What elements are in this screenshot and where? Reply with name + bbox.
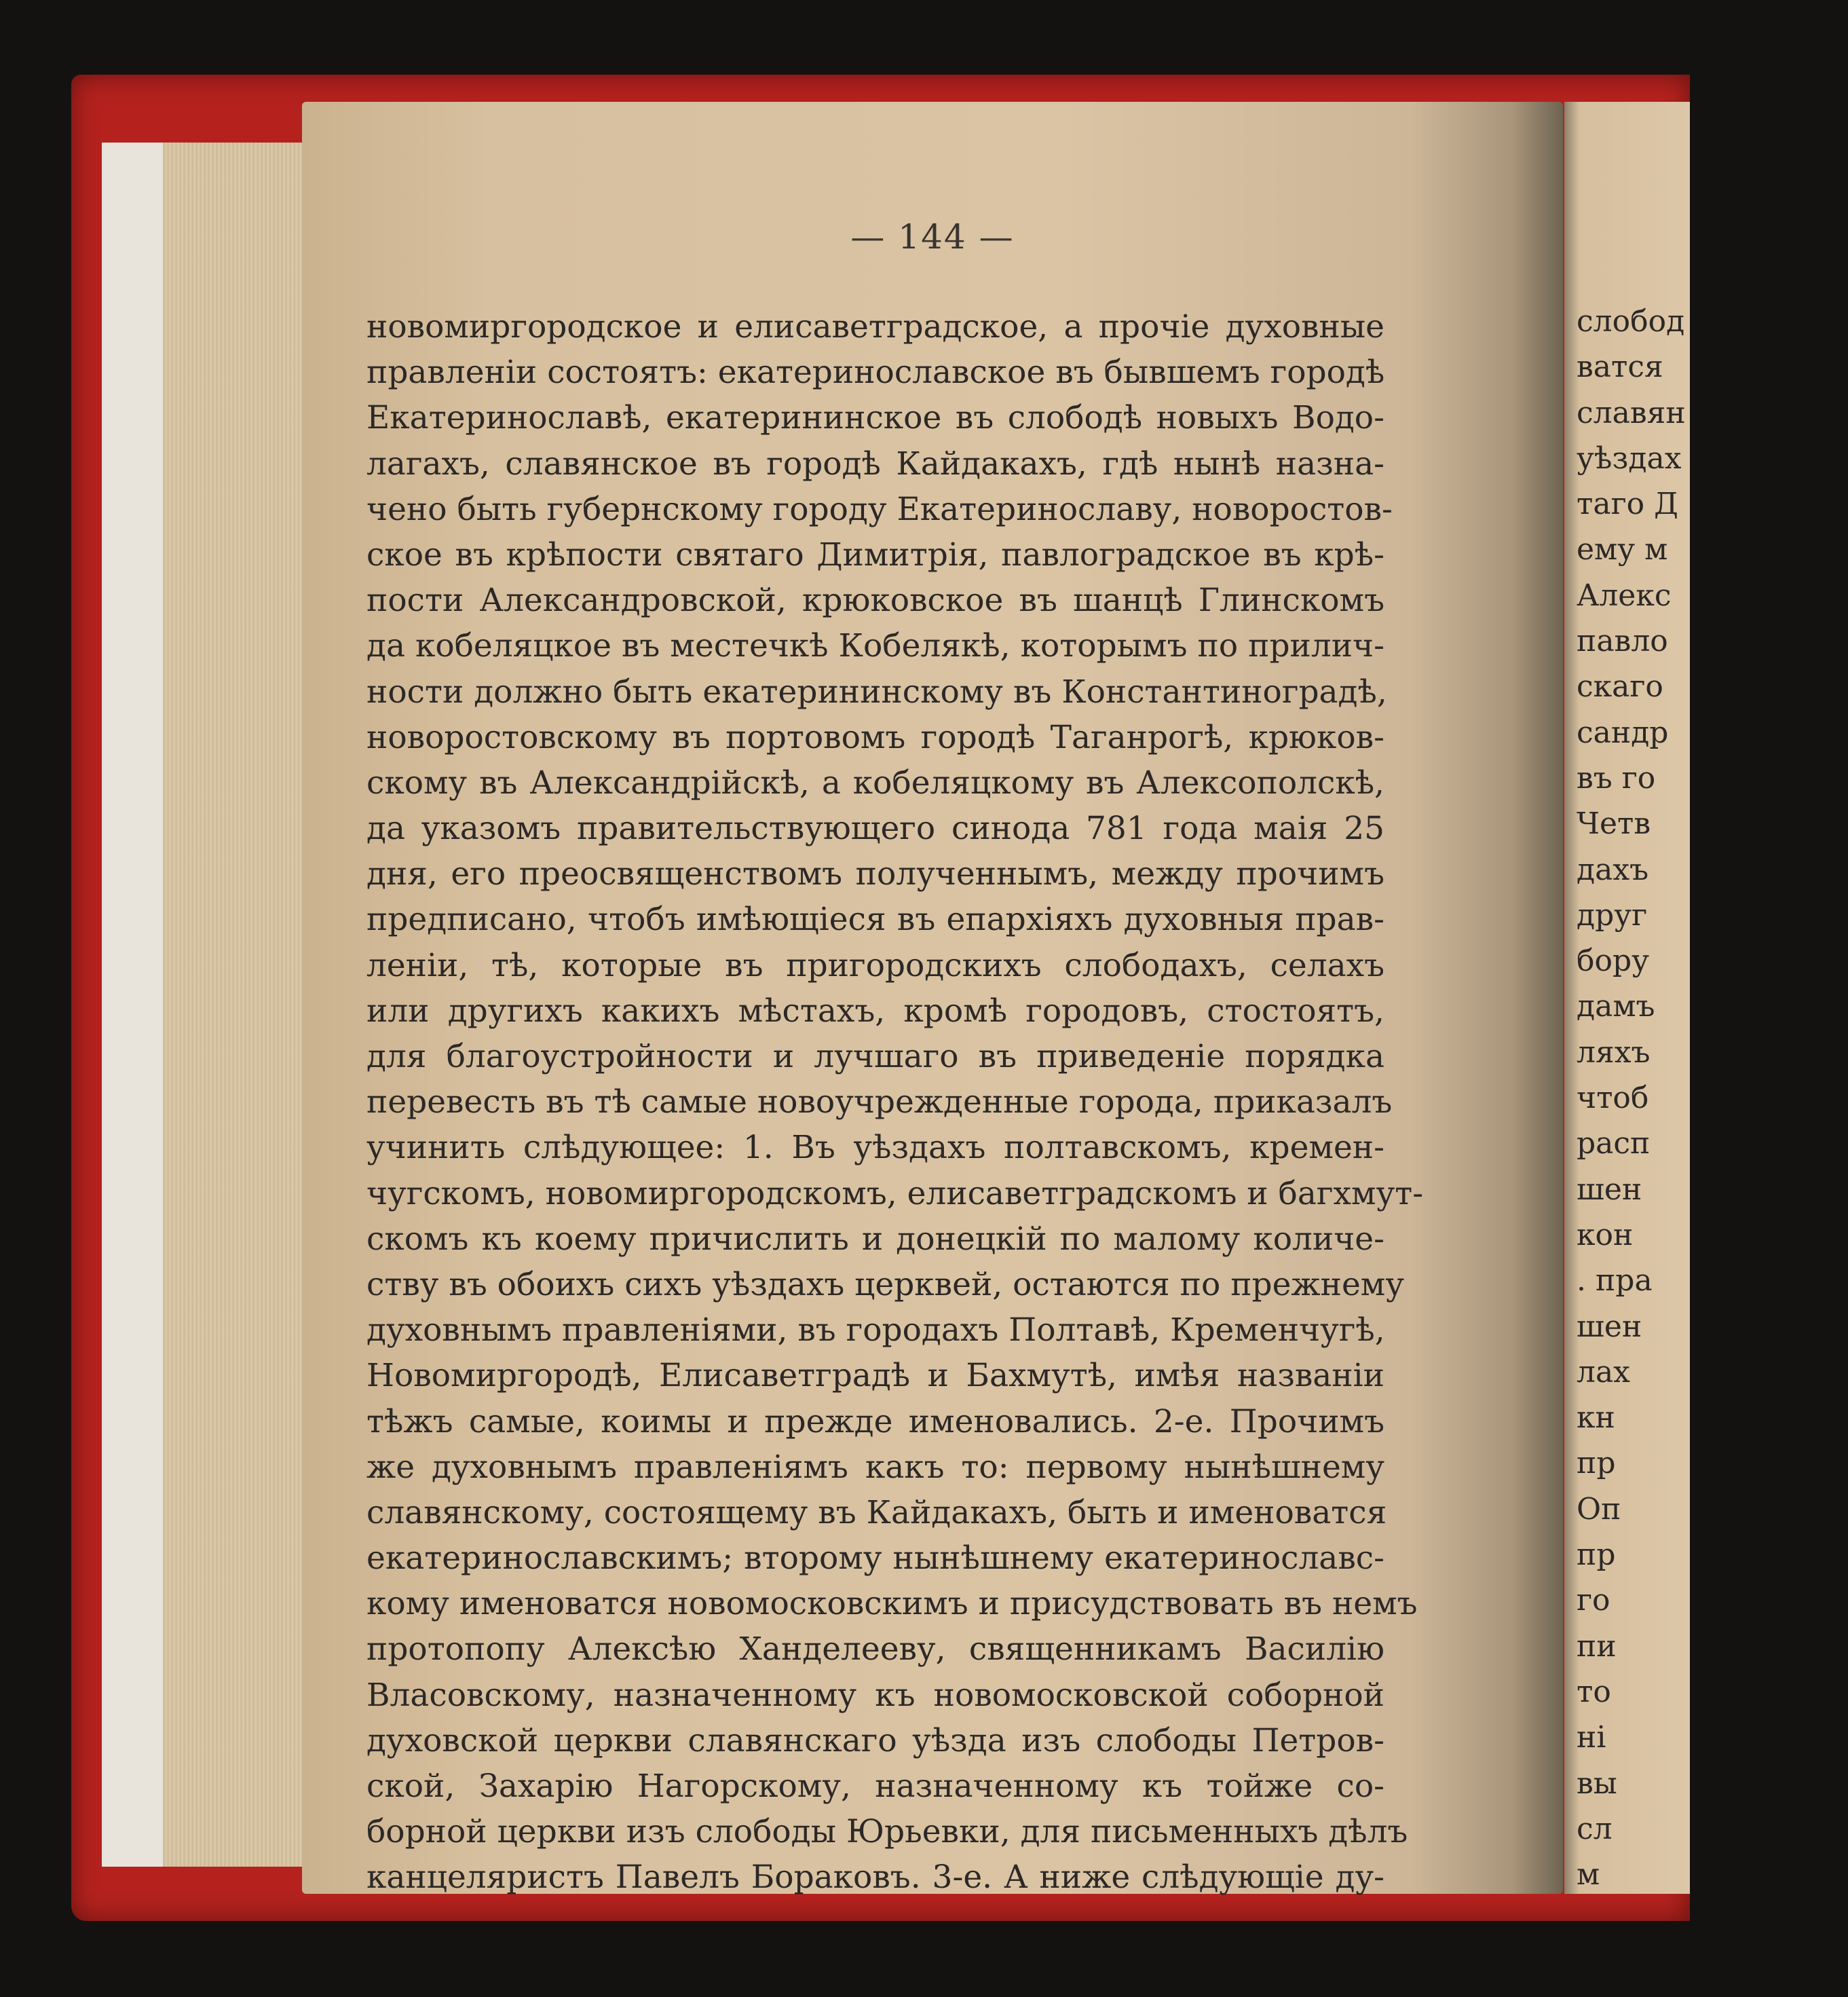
- endpaper-strip: [102, 143, 163, 1867]
- text-line: Новомиргородѣ, Елисаветградѣ и Бахмутѣ, имѣя названіи: [366, 1357, 1384, 1395]
- facing-text-line: слобод: [1577, 304, 1685, 339]
- text-line: или другихъ какихъ мѣстахъ, кромѣ городовъ, стостоятъ,: [366, 992, 1384, 1030]
- text-line: правленіи состоятъ: екатеринославское въ бывшемъ городѣ: [366, 354, 1385, 392]
- text-line: же духовнымъ правленіямъ какъ то: первому нынѣшнему: [366, 1448, 1384, 1486]
- text-line: да указомъ правительствующего синода 781 года маія 25: [366, 810, 1384, 848]
- body-text: [366, 304, 1424, 1897]
- text-line: предписано, чтобъ имѣющіеся въ епархіяхъ духовныя прав-: [366, 901, 1384, 939]
- text-line: чугскомъ, новомиргородскомъ, елисаветградскомъ и багхмут-: [366, 1174, 1424, 1212]
- facing-text-line: уѣздах: [1577, 441, 1682, 476]
- text-line: пости Александровской, крюковское въ шанцѣ Глинскомъ: [366, 582, 1384, 620]
- facing-text-line: друг: [1577, 897, 1648, 933]
- facing-text-line: чтоб: [1577, 1081, 1649, 1116]
- text-line: новомиргородское и елисаветградское, а прочіе духовные: [366, 308, 1384, 346]
- facing-text-line: пр: [1577, 1446, 1616, 1481]
- page-number: — 144 —: [850, 217, 1015, 257]
- facing-text-line: Четв: [1577, 806, 1651, 842]
- text-line: Екатеринославѣ, екатерининское въ слободѣ новыхъ Водо-: [366, 399, 1384, 437]
- facing-text-line: таго Д: [1577, 487, 1678, 522]
- text-line: лагахъ, славянское въ городѣ Кайдакахъ, гдѣ нынѣ назна-: [366, 445, 1384, 483]
- text-line: учинить слѣдующее: 1. Въ уѣздахъ полтавскомъ, кремен-: [366, 1129, 1384, 1167]
- facing-text-line: ему м: [1577, 532, 1668, 567]
- facing-page-text: [1577, 299, 1848, 1897]
- text-line: славянскому, состоящему въ Кайдакахъ, быть и именоватся: [366, 1493, 1387, 1531]
- text-line: тѣжъ самые, коимы и прежде именовались. 2-е. Прочимъ: [366, 1402, 1384, 1440]
- facing-text-line: сл: [1577, 1811, 1613, 1846]
- text-line: леніи, тѣ, которые въ пригородскихъ слободахъ, селахъ: [366, 946, 1384, 984]
- text-line: духовской церкви славянскаго уѣзда изъ слободы Петров-: [366, 1721, 1384, 1759]
- facing-text-line: скаго: [1577, 669, 1663, 705]
- facing-text-line: дахъ: [1577, 852, 1649, 887]
- facing-text-line: вы: [1577, 1766, 1617, 1801]
- text-line: дня, его преосвященствомъ полученнымъ, между прочимъ: [366, 855, 1384, 893]
- text-line: ству въ обоихъ сихъ уѣздахъ церквей, остаются по прежнему: [366, 1265, 1405, 1303]
- text-line: кому именоватся новомосковскимъ и присудствовать въ немъ: [366, 1585, 1418, 1623]
- text-line: ности должно быть екатерининскому въ Константиноградѣ,: [366, 673, 1387, 711]
- text-line: ское въ крѣпости святаго Димитрія, павлоградское въ крѣ-: [366, 536, 1384, 574]
- facing-text-line: Оп: [1577, 1491, 1621, 1527]
- right-page: [1564, 102, 1690, 1894]
- facing-text-line: м: [1577, 1857, 1600, 1892]
- facing-text-line: го: [1577, 1583, 1610, 1618]
- facing-text-line: ватся: [1577, 350, 1663, 385]
- text-line: перевесть въ тѣ самые новоучрежденные города, приказалъ: [366, 1083, 1393, 1121]
- facing-text-line: ні: [1577, 1720, 1606, 1755]
- text-line: скомъ къ коему причислить и донецкій по малому количе-: [366, 1220, 1384, 1258]
- facing-text-line: славян: [1577, 395, 1686, 430]
- facing-text-line: кн: [1577, 1400, 1615, 1436]
- facing-text-line: пи: [1577, 1628, 1617, 1664]
- facing-text-line: то: [1577, 1674, 1611, 1709]
- facing-text-line: пр: [1577, 1537, 1616, 1573]
- text-line: для благоустройности и лучшаго въ приведеніе порядка: [366, 1038, 1384, 1075]
- text-line: Власовскому, назначенному къ новомосковской соборной: [366, 1676, 1384, 1714]
- text-line: борной церкви изъ слободы Юрьевки, для письменныхъ дѣлъ: [366, 1813, 1408, 1851]
- facing-text-line: шен: [1577, 1309, 1642, 1344]
- text-line: скому въ Александрійскѣ, а кобеляцкому въ Алексополскѣ,: [366, 764, 1384, 802]
- text-line: духовнымъ правленіями, въ городахъ Полтавѣ, Кременчугѣ,: [366, 1311, 1385, 1349]
- facing-text-line: въ го: [1577, 760, 1656, 796]
- facing-text-line: лах: [1577, 1354, 1630, 1389]
- facing-text-line: шен: [1577, 1172, 1642, 1207]
- text-line: екатеринославскимъ; второму нынѣшнему екатеринославс-: [366, 1539, 1384, 1578]
- facing-text-line: кон: [1577, 1217, 1634, 1252]
- text-line: канцеляристъ Павелъ Бораковъ. 3-е. А ниже слѣдующіе ду-: [366, 1859, 1384, 1897]
- facing-text-line: сандр: [1577, 715, 1669, 750]
- text-line: чено быть губернскому городу Екатеринославу, новоростов-: [366, 490, 1393, 528]
- facing-text-line: дамъ: [1577, 989, 1655, 1024]
- facing-text-line: . пра: [1577, 1263, 1653, 1299]
- facing-text-line: Алекс: [1577, 578, 1672, 613]
- facing-text-line: расп: [1577, 1126, 1651, 1161]
- text-line: да кобеляцкое въ местечкѣ Кобелякѣ, которымъ по прилич-: [366, 627, 1384, 665]
- text-line: ской, Захарію Нагорскому, назначенному къ тойже со-: [366, 1768, 1384, 1805]
- facing-text-line: бору: [1577, 944, 1650, 979]
- text-line: новоростовскому въ портовомъ городѣ Таганрогѣ, крюков-: [366, 718, 1384, 756]
- text-line: протопопу Алексѣю Ханделееву, священникамъ Василію: [366, 1630, 1384, 1668]
- facing-text-line: ляхъ: [1577, 1034, 1651, 1070]
- left-page: [302, 102, 1563, 1897]
- facing-text-line: павло: [1577, 624, 1668, 659]
